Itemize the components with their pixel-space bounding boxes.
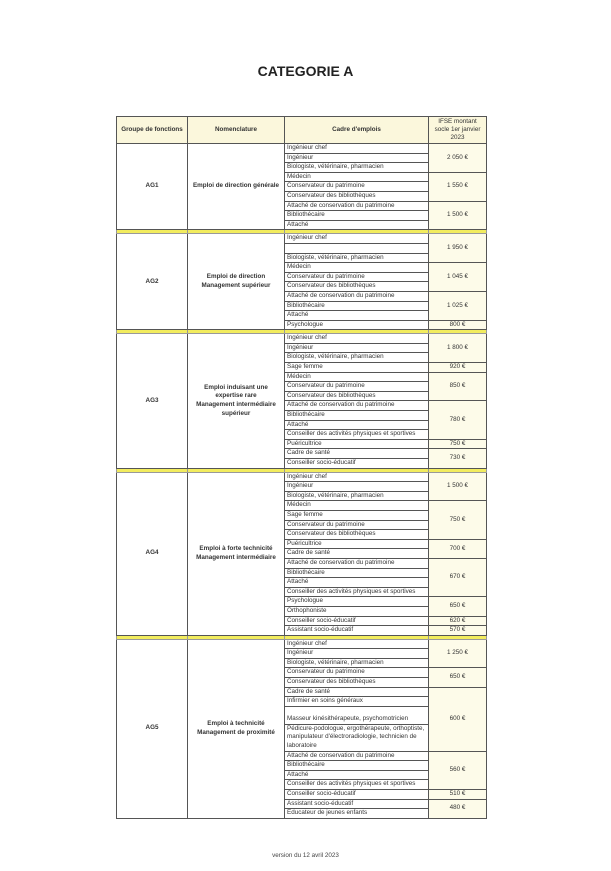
- cadre-emploi: Conservateur du patrimoine: [285, 668, 429, 678]
- table-row: [117, 144, 487, 154]
- cadre-emploi: Conservateur des bibliothèques: [285, 530, 429, 540]
- cadre-emploi: Psychologue: [285, 320, 429, 330]
- header-nomenclature: Nomenclature: [188, 117, 285, 144]
- cadre-emploi: Ingénieur: [285, 649, 429, 659]
- cadre-emploi: Conseiller socio-éducatif: [285, 459, 429, 469]
- cadre-emploi: Puéricultrice: [285, 539, 429, 549]
- group-code: AG1: [117, 144, 188, 230]
- cadre-emploi: Conservateur des bibliothèques: [285, 191, 429, 201]
- ifse-amount: 1 500 €: [429, 472, 487, 501]
- cadre-emploi: Infirmier en soins généraux: [285, 697, 429, 707]
- cadre-emploi: Attaché de conservation du patrimoine: [285, 558, 429, 568]
- nomenclature-line: Management intermédiaire supérieur: [196, 400, 276, 417]
- table-header: [117, 117, 487, 144]
- ifse-amount: 670 €: [429, 558, 487, 596]
- cadre-emploi: Masseur kinésithérapeute, psychomotricien: [285, 706, 429, 724]
- group-nomenclature: [188, 144, 285, 230]
- header-groupe: Groupe de fonctions: [117, 117, 188, 144]
- version-footer: version du 12 avril 2023: [272, 852, 339, 859]
- cadre-emploi: Attaché de conservation du patrimoine: [285, 751, 429, 761]
- cadre-emploi: Conservateur des bibliothèques: [285, 282, 429, 292]
- table-row: [117, 472, 487, 482]
- cadre-emploi: Conservateur des bibliothèques: [285, 391, 429, 401]
- cadre-emploi: Attaché: [285, 220, 429, 230]
- cadre-emploi: Puéricultrice: [285, 439, 429, 449]
- table-row: [117, 334, 487, 344]
- ifse-amount: 650 €: [429, 597, 487, 616]
- cadre-emploi: Attaché: [285, 311, 429, 321]
- cadre-emploi: Attaché: [285, 770, 429, 780]
- cadre-emploi: Cadre de santé: [285, 687, 429, 697]
- cadre-emploi: Bibliothécaire: [285, 211, 429, 221]
- cadre-emploi: Biologiste, vétérinaire, pharmacien: [285, 353, 429, 363]
- cadre-emploi: Ingénieur chef: [285, 144, 429, 154]
- ifse-amount: 2 050 €: [429, 144, 487, 173]
- cadre-emploi: Médecin: [285, 172, 429, 182]
- cadre-emploi: Conseiller socio-éducatif: [285, 616, 429, 626]
- ifse-amount: 780 €: [429, 401, 487, 439]
- cadre-emploi: Conservateur du patrimoine: [285, 520, 429, 530]
- cadre-emploi: Attaché de conservation du patrimoine: [285, 401, 429, 411]
- ifse-amount: 1 250 €: [429, 639, 487, 668]
- cadre-emploi: Médecin: [285, 501, 429, 511]
- cadre-emploi: Ingénieur chef: [285, 234, 429, 244]
- group-nomenclature: [188, 472, 285, 635]
- cadre-emploi: Médecin: [285, 263, 429, 273]
- cadre-emploi: Attaché de conservation du patrimoine: [285, 291, 429, 301]
- group-nomenclature: [188, 234, 285, 330]
- header-cadre: Cadre d'emplois: [285, 117, 429, 144]
- cadre-emploi: Assistant socio-éducatif: [285, 799, 429, 809]
- cadre-emploi: Assistant socio-éducatif: [285, 626, 429, 636]
- cadre-emploi: [285, 243, 429, 253]
- cadre-emploi: Sage femme: [285, 510, 429, 520]
- nomenclature-line: Emploi de direction générale: [192, 182, 280, 190]
- ifse-amount: 1 025 €: [429, 291, 487, 320]
- cadre-emploi: Ingénieur: [285, 343, 429, 353]
- group-code: AG2: [117, 234, 188, 330]
- cadre-emploi: Ingénieur: [285, 482, 429, 492]
- cadre-emploi: Biologiste, vétérinaire, pharmacien: [285, 658, 429, 668]
- cadre-emploi: Bibliothécaire: [285, 301, 429, 311]
- cadre-emploi: Biologiste, vétérinaire, pharmacien: [285, 491, 429, 501]
- ifse-amount: 750 €: [429, 501, 487, 539]
- cadre-emploi: Conservateur des bibliothèques: [285, 678, 429, 688]
- ifse-amount: 920 €: [429, 363, 487, 373]
- cadre-emploi: Ingénieur chef: [285, 334, 429, 344]
- cadre-emploi: Conservateur du patrimoine: [285, 272, 429, 282]
- cadre-emploi: Bibliothécaire: [285, 761, 429, 771]
- cadre-emploi: Attaché: [285, 578, 429, 588]
- header-ifse: IFSE montant socle 1er janvier 2023: [429, 117, 487, 144]
- ifse-amount: 1 500 €: [429, 201, 487, 230]
- nomenclature-line: Emploi de direction: [206, 273, 266, 281]
- cadre-emploi: Conseiller des activités physiques et sportives: [285, 430, 429, 440]
- cadre-emploi: Psychologue: [285, 597, 429, 607]
- cadre-emploi: Cadre de santé: [285, 549, 429, 559]
- cadre-emploi: Bibliothécaire: [285, 411, 429, 421]
- cadre-emploi: Attaché de conservation du patrimoine: [285, 201, 429, 211]
- ifse-amount: 850 €: [429, 372, 487, 401]
- cadre-emploi: Conservateur du patrimoine: [285, 182, 429, 192]
- cadre-emploi: Educateur de jeunes enfants: [285, 809, 429, 819]
- cadre-emploi: Conseiller socio-éducatif: [285, 790, 429, 800]
- group-code: AG4: [117, 472, 188, 635]
- ifse-amount: 510 €: [429, 790, 487, 800]
- ifse-amount: 650 €: [429, 668, 487, 687]
- cadre-emploi: Conseiller des activités physiques et sportives: [285, 780, 429, 790]
- ifse-amount: 700 €: [429, 539, 487, 558]
- ifse-amount: 1 045 €: [429, 263, 487, 292]
- ifse-table: [116, 116, 487, 819]
- cadre-emploi: Orthophoniste: [285, 606, 429, 616]
- cadre-emploi: Biologiste, vétérinaire, pharmacien: [285, 253, 429, 263]
- cadre-emploi: Conservateur du patrimoine: [285, 382, 429, 392]
- ifse-amount: 570 €: [429, 626, 487, 636]
- page-title: CATEGORIE A: [257, 63, 354, 79]
- group-nomenclature: [188, 639, 285, 818]
- cadre-emploi: Sage femme: [285, 363, 429, 373]
- nomenclature-line: Emploi à forte technicité: [199, 545, 273, 553]
- group-code: AG5: [117, 639, 188, 818]
- cadre-emploi: Cadre de santé: [285, 449, 429, 459]
- cadre-emploi: Ingénieur chef: [285, 639, 429, 649]
- nomenclature-line: Management de proximité: [197, 728, 275, 736]
- cadre-emploi: Ingénieur chef: [285, 472, 429, 482]
- cadre-emploi: Ingénieur: [285, 153, 429, 163]
- table-row: [117, 639, 487, 649]
- ifse-amount: 730 €: [429, 449, 487, 468]
- table-row: [117, 234, 487, 244]
- cadre-emploi: Bibliothécaire: [285, 568, 429, 578]
- nomenclature-line: Emploi induisant une expertise rare: [204, 383, 268, 400]
- group-nomenclature: [188, 334, 285, 468]
- ifse-amount: 1 550 €: [429, 172, 487, 201]
- cadre-emploi: Conseiller des activités physiques et sportives: [285, 587, 429, 597]
- ifse-amount: 750 €: [429, 439, 487, 449]
- ifse-amount: 1 800 €: [429, 334, 487, 363]
- ifse-amount: 1 950 €: [429, 234, 487, 263]
- ifse-amount: 620 €: [429, 616, 487, 626]
- ifse-amount: 560 €: [429, 751, 487, 789]
- ifse-amount: 600 €: [429, 687, 487, 751]
- group-code: AG3: [117, 334, 188, 468]
- nomenclature-line: Emploi à technicité: [207, 720, 265, 728]
- cadre-emploi: Attaché: [285, 420, 429, 430]
- cadre-emploi: Pédicure-podologue, ergothérapeute, orthoptiste, manipulateur d'électroradiologie, technicien de laboratoire: [285, 724, 429, 751]
- cadre-emploi: Médecin: [285, 372, 429, 382]
- cadre-emploi: Biologiste, vétérinaire, pharmacien: [285, 163, 429, 173]
- nomenclature-line: Management intermédiaire: [196, 553, 276, 561]
- ifse-amount: 480 €: [429, 799, 487, 818]
- nomenclature-line: Management supérieur: [201, 281, 271, 289]
- ifse-amount: 800 €: [429, 320, 487, 330]
